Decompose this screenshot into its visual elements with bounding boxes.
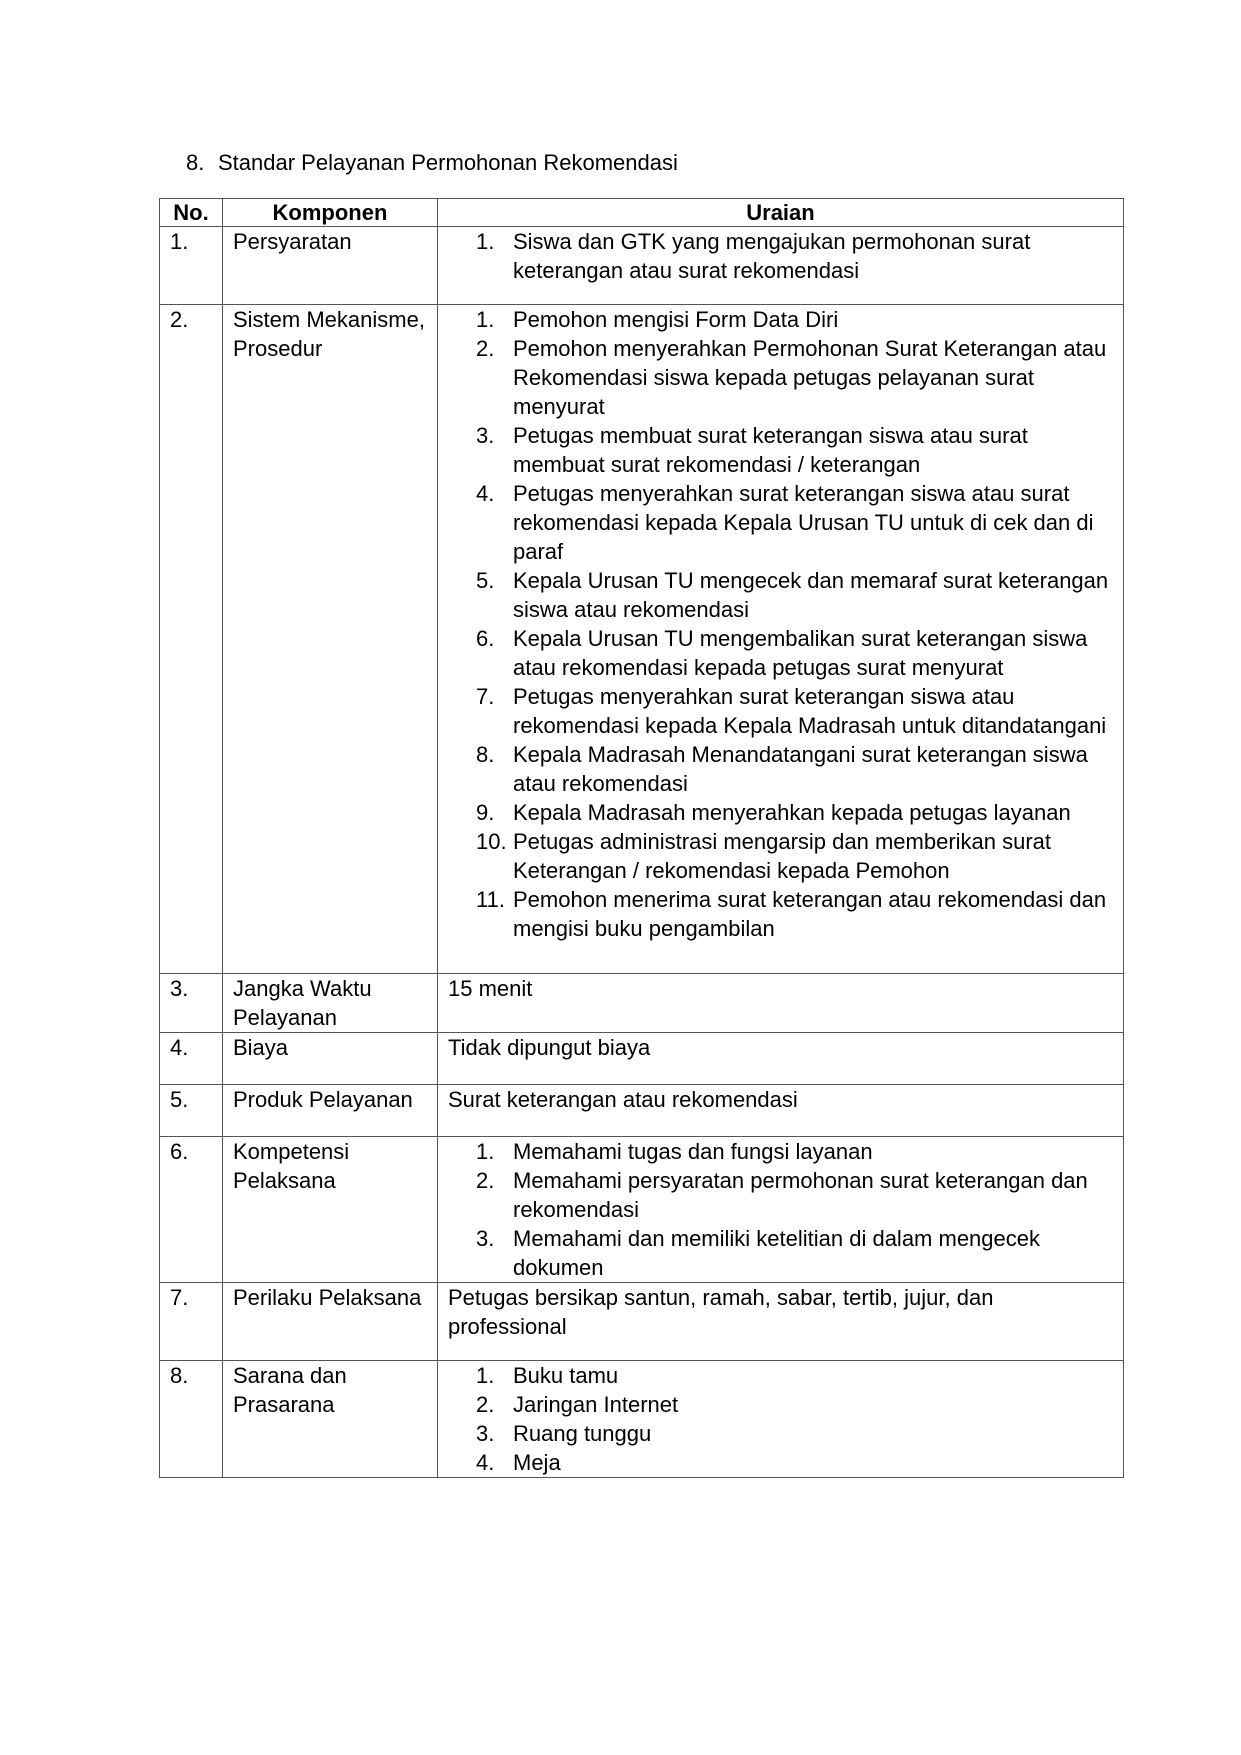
list-item-number: 1.	[476, 307, 495, 332]
row-komponen: Biaya	[223, 1033, 438, 1085]
row-komponen: Persyaratan	[223, 227, 438, 305]
table-row	[160, 227, 1124, 305]
list-item	[438, 1448, 1113, 1477]
section-heading	[186, 150, 678, 176]
list-item-number: 4.	[476, 481, 495, 506]
list-item-number: 1.	[476, 1139, 495, 1164]
list-item-number: 10.	[476, 829, 507, 854]
row-uraian	[438, 1137, 1124, 1283]
list-item-number: 2.	[476, 336, 495, 361]
list-item	[438, 1224, 1113, 1282]
list-item-text: Pemohon menerima surat keterangan atau rekomendasi dan mengisi buku pengambilan	[513, 887, 1107, 941]
row-uraian: Surat keterangan atau rekomendasi	[438, 1085, 1124, 1137]
list-item	[438, 1390, 1113, 1419]
list-item	[438, 479, 1113, 566]
list-item-text: Pemohon menyerahkan Permohonan Surat Keterangan atau Rekomendasi siswa kepada petugas pelayanan surat menyurat	[513, 336, 1107, 419]
list-item	[438, 827, 1113, 885]
list-item	[438, 227, 1113, 285]
row-number: 5.	[160, 1085, 223, 1137]
section-title: Standar Pelayanan Permohonan Rekomendasi	[218, 150, 678, 175]
list-item	[438, 885, 1113, 943]
list-item-number: 2.	[476, 1392, 495, 1417]
uraian-list	[438, 1361, 1113, 1477]
table-row	[160, 305, 1124, 974]
list-item-number: 11.	[476, 887, 505, 912]
list-item-text: Petugas membuat surat keterangan siswa atau surat membuat surat rekomendasi / keterangan	[513, 423, 1028, 477]
row-komponen: Sistem Mekanisme, Prosedur	[223, 305, 438, 974]
list-item	[438, 1166, 1113, 1224]
row-komponen: Kompetensi Pelaksana	[223, 1137, 438, 1283]
table-row	[160, 1085, 1124, 1137]
uraian-list	[438, 1137, 1113, 1282]
row-uraian: 15 menit	[438, 974, 1124, 1033]
list-item-text: Petugas menyerahkan surat keterangan siswa atau surat rekomendasi kepada Kepala Urusan TU untuk di cek dan di paraf	[513, 481, 1094, 564]
table-header-row	[160, 199, 1124, 227]
row-uraian: Tidak dipungut biaya	[438, 1033, 1124, 1085]
list-item	[438, 1361, 1113, 1390]
list-item-text: Memahami dan memiliki ketelitian di dalam mengecek dokumen	[513, 1226, 1041, 1280]
list-item	[438, 305, 1113, 334]
list-item-text: Pemohon mengisi Form Data Diri	[513, 307, 839, 332]
table-row	[160, 1033, 1124, 1085]
list-item	[438, 334, 1113, 421]
list-item-number: 1.	[476, 1363, 495, 1388]
row-uraian	[438, 227, 1124, 305]
table-row	[160, 974, 1124, 1033]
list-item	[438, 566, 1113, 624]
list-item-number: 3.	[476, 423, 495, 448]
list-item-number: 3.	[476, 1421, 495, 1446]
row-number: 8.	[160, 1361, 223, 1478]
uraian-list	[438, 227, 1113, 285]
list-item-number: 7.	[476, 684, 495, 709]
row-number: 1.	[160, 227, 223, 305]
table-row	[160, 1283, 1124, 1361]
uraian-list	[438, 305, 1113, 943]
row-uraian	[438, 1361, 1124, 1478]
section-number: 8.	[186, 150, 205, 175]
list-item	[438, 1419, 1113, 1448]
list-item-text: Memahami tugas dan fungsi layanan	[513, 1139, 873, 1164]
table-row	[160, 1137, 1124, 1283]
list-item-text: Kepala Madrasah menyerahkan kepada petugas layanan	[513, 800, 1071, 825]
row-number: 6.	[160, 1137, 223, 1283]
list-item	[438, 1137, 1113, 1166]
list-item-number: 5.	[476, 568, 495, 593]
list-item-number: 9.	[476, 800, 495, 825]
row-komponen: Jangka Waktu Pelayanan	[223, 974, 438, 1033]
row-uraian: Petugas bersikap santun, ramah, sabar, tertib, jujur, dan professional	[438, 1283, 1124, 1361]
row-number: 7.	[160, 1283, 223, 1361]
list-item-number: 6.	[476, 626, 495, 651]
header-no: No.	[160, 199, 223, 227]
list-item	[438, 798, 1113, 827]
row-number: 4.	[160, 1033, 223, 1085]
list-item-number: 3.	[476, 1226, 495, 1251]
list-item-number: 4.	[476, 1450, 495, 1475]
table-row	[160, 1361, 1124, 1478]
row-komponen: Produk Pelayanan	[223, 1085, 438, 1137]
service-standard-table	[159, 198, 1124, 1478]
list-item-text: Kepala Madrasah Menandatangani surat keterangan siswa atau rekomendasi	[513, 742, 1088, 796]
row-number: 2.	[160, 305, 223, 974]
list-item-number: 1.	[476, 229, 495, 254]
list-item-text: Meja	[513, 1450, 561, 1475]
row-number: 3.	[160, 974, 223, 1033]
row-uraian	[438, 305, 1124, 974]
row-komponen: Perilaku Pelaksana	[223, 1283, 438, 1361]
list-item	[438, 624, 1113, 682]
list-item	[438, 682, 1113, 740]
list-item-text: Siswa dan GTK yang mengajukan permohonan surat keterangan atau surat rekomendasi	[513, 229, 1031, 283]
list-item	[438, 740, 1113, 798]
list-item-number: 8.	[476, 742, 495, 767]
list-item-number: 2.	[476, 1168, 495, 1193]
list-item-text: Ruang tunggu	[513, 1421, 652, 1446]
list-item-text: Jaringan Internet	[513, 1392, 679, 1417]
list-item-text: Petugas menyerahkan surat keterangan siswa atau rekomendasi kepada Kepala Madrasah untuk ditandatangani	[513, 684, 1107, 738]
list-item-text: Petugas administrasi mengarsip dan memberikan surat Keterangan / rekomendasi kepada Pemohon	[513, 829, 1052, 883]
list-item	[438, 421, 1113, 479]
list-item-text: Kepala Urusan TU mengembalikan surat keterangan siswa atau rekomendasi kepada petugas surat menyurat	[513, 626, 1088, 680]
list-item-text: Buku tamu	[513, 1363, 619, 1388]
header-uraian: Uraian	[438, 199, 1124, 227]
header-komponen: Komponen	[223, 199, 438, 227]
list-item-text: Memahami persyaratan permohonan surat keterangan dan rekomendasi	[513, 1168, 1088, 1222]
row-komponen: Sarana dan Prasarana	[223, 1361, 438, 1478]
list-item-text: Kepala Urusan TU mengecek dan memaraf surat keterangan siswa atau rekomendasi	[513, 568, 1109, 622]
